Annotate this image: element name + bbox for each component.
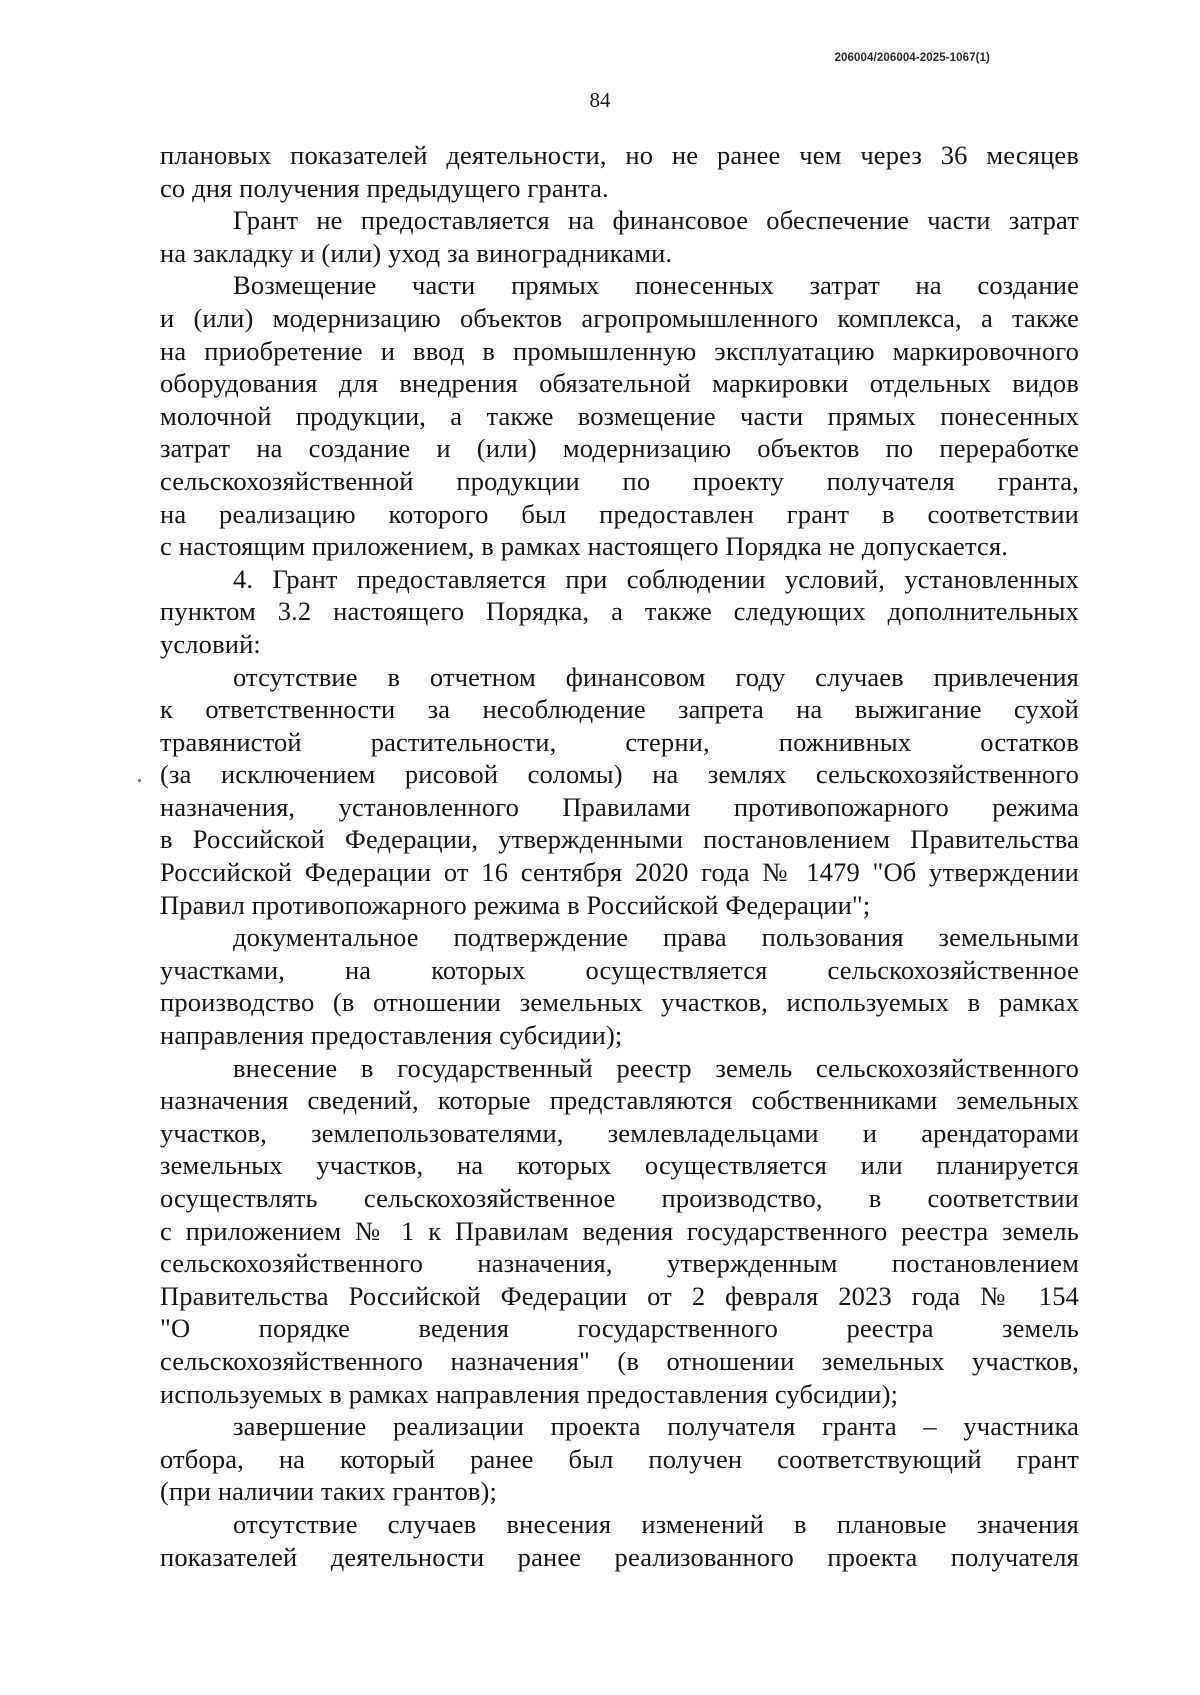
text-line: используемых в рамках направления предоставления субсидии);	[160, 1378, 899, 1409]
paragraph	[160, 921, 1079, 1051]
text-line: молочной продукции, а также возмещение части прямых понесенных	[160, 400, 1079, 431]
text-line: сельскохозяйственного назначения, утвержденным постановлением	[160, 1248, 1079, 1279]
text-line: условий:	[160, 628, 261, 659]
text-line: документальное подтверждение права пользования земельными	[233, 922, 1079, 953]
text-line: 4. Грант предоставляется при соблюдении условий, установленных	[233, 563, 1079, 594]
text-line: назначения, установленного Правилами противопожарного режима	[160, 791, 1079, 822]
text-line: завершение реализации проекта получателя гранта – участника	[233, 1411, 1079, 1442]
text-line: травянистой растительности, стерни, пожнивных остатков	[160, 726, 1079, 757]
text-line: с приложением № 1 к Правилам ведения государственного реестра земель	[160, 1215, 1079, 1246]
text-line: со дня получения предыдущего гранта.	[160, 172, 609, 203]
text-line: назначения сведений, которые представляются собственниками земельных	[160, 1085, 1079, 1116]
text-line: участками, на которых осуществляется сельскохозяйственное	[160, 954, 1079, 985]
paragraph	[160, 1410, 1079, 1508]
document-body	[160, 139, 1079, 1573]
text-line: сельскохозяйственной продукции по проекту получателя гранта,	[160, 465, 1079, 496]
text-line: затрат на создание и (или) модернизацию объектов по переработке	[160, 433, 1079, 464]
text-line: Российской Федерации от 16 сентября 2020 года № 1479 "Об утверждении	[160, 857, 1079, 888]
paragraph	[160, 1052, 1079, 1411]
page-number: 84	[589, 88, 611, 112]
paragraph	[160, 661, 1079, 922]
text-line: земельных участков, на которых осуществляется или планируется	[160, 1150, 1079, 1181]
text-line: Правительства Российской Федерации от 2 февраля 2023 года № 154	[160, 1280, 1079, 1311]
paragraph	[160, 139, 1079, 204]
text-line: (при наличии таких грантов);	[160, 1476, 498, 1507]
text-line: сельскохозяйственного назначения" (в отношении земельных участков,	[160, 1345, 1079, 1376]
text-line: на реализацию которого был предоставлен грант в соответствии	[160, 498, 1079, 529]
text-line: отсутствие случаев внесения изменений в плановые значения	[233, 1508, 1079, 1539]
paragraph	[160, 269, 1079, 562]
text-line: Возмещение части прямых понесенных затрат на создание	[233, 270, 1079, 301]
text-line: направления предоставления субсидии);	[160, 1020, 623, 1051]
text-line: осуществлять сельскохозяйственное производство, в соответствии	[160, 1183, 1079, 1213]
text-line: с настоящим приложением, в рамках настоящего Порядка не допускается.	[160, 531, 1009, 562]
text-line: к ответственности за несоблюдение запрета на выжигание сухой	[160, 694, 1079, 725]
text-line: оборудования для внедрения обязательной маркировки отдельных видов	[160, 368, 1079, 399]
document-id: 206004/206004-2025-1067(1)	[834, 52, 990, 64]
text-line: отбора, на который ранее был получен соответствующий грант	[160, 1443, 1079, 1474]
text-line: показателей деятельности ранее реализованного проекта получателя	[160, 1541, 1079, 1572]
text-line: "О порядке ведения государственного реестра земель	[160, 1313, 1079, 1344]
text-line: на закладку и (или) уход за виноградниками.	[160, 237, 673, 268]
text-line: Правил противопожарного режима в Российской Федерации";	[160, 889, 871, 920]
text-line: и (или) модернизацию объектов агропромышленного комплекса, а также	[160, 302, 1079, 333]
paragraph	[160, 204, 1079, 269]
paragraph	[160, 563, 1079, 661]
text-line: внесение в государственный реестр земель сельскохозяйственного	[233, 1052, 1079, 1083]
text-line: отсутствие в отчетном финансовом году случаев привлечения	[233, 661, 1079, 692]
text-line: на приобретение и ввод в промышленную эксплуатацию маркировочного	[160, 335, 1079, 366]
text-line: в Российской Федерации, утвержденными постановлением Правительства	[160, 824, 1079, 855]
text-line: производство (в отношении земельных участков, используемых в рамках	[160, 987, 1079, 1018]
text-line: пунктом 3.2 настоящего Порядка, а также следующих дополнительных	[160, 596, 1079, 627]
text-line: (за исключением рисовой соломы) на землях сельскохозяйственного	[160, 759, 1079, 790]
text-line: плановых показателей деятельности, но не ранее чем через 36 месяцев	[160, 140, 1079, 170]
scan-speck	[138, 779, 141, 782]
paragraph	[160, 1508, 1079, 1573]
text-line: участков, землепользователями, землевладельцами и арендаторами	[160, 1117, 1079, 1148]
text-line: Грант не предоставляется на финансовое обеспечение части затрат	[233, 205, 1079, 236]
